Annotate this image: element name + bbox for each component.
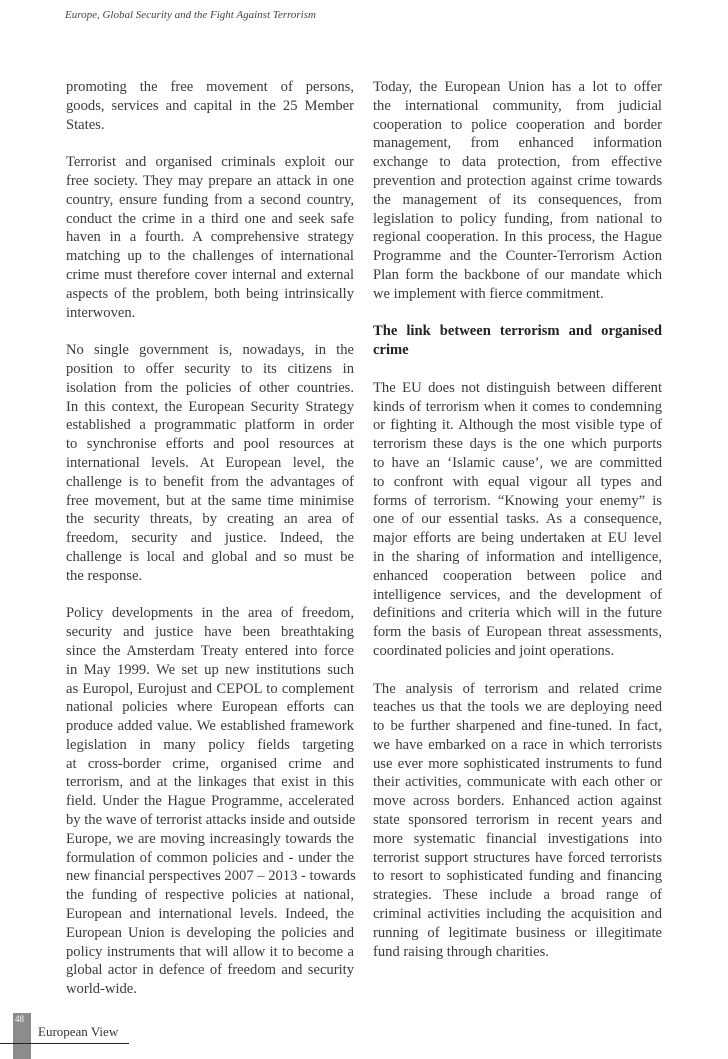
text-line: their activities, communicate with each other or — [373, 774, 662, 791]
text-line: the response. — [66, 567, 143, 584]
text-line: since the Amsterdam Treaty entered into force — [66, 642, 354, 659]
text-line: exchange to data protection, from effective — [373, 154, 662, 171]
text-line: terrorism, and at the linkages that exist in this — [66, 774, 354, 791]
text-line: haven in a fourth. A comprehensive strategy — [66, 229, 354, 246]
text-line: to resort to sophisticated funding and financing — [373, 868, 662, 885]
text-line: Plan form the backbone of our mandate which — [373, 266, 662, 283]
section-heading — [373, 322, 662, 360]
text-line: new financial perspectives 2007 – 2013 - towards — [66, 868, 356, 885]
text-line: to have an ‘Islamic cause’, we are committed — [373, 454, 662, 471]
text-line: teaches us that the tools we are deploying need — [373, 699, 662, 716]
text-line: goods, services and capital in the 25 Member — [66, 97, 354, 114]
paragraph — [66, 78, 354, 134]
text-line: the funding of respective policies at national, — [66, 887, 354, 904]
text-line: Terrorist and organised criminals exploit our — [66, 154, 354, 171]
text-line: forms of terrorism. “Knowing your enemy” is — [373, 492, 662, 509]
text-line: produce added value. We established framework — [66, 718, 354, 735]
text-line: in May 1999. We set up new institutions such — [66, 661, 354, 678]
text-line: or fighting it. Although the most visible type of — [373, 417, 662, 434]
text-line: European Union is developing the policies and — [66, 924, 354, 941]
text-line: state sponsored terrorism in recent years and — [373, 812, 662, 829]
text-line: crime must therefore cover internal and external — [66, 266, 354, 283]
text-line: major efforts are being undertaken at EU level — [373, 530, 662, 547]
text-line: conduct the crime in a third one and seek safe — [66, 210, 354, 227]
paragraph — [66, 341, 354, 585]
text-line: promoting the free movement of persons, — [66, 79, 354, 95]
text-line: cooperation to police cooperation and border — [373, 116, 662, 133]
text-line: freedom, security and justice. Indeed, the — [66, 530, 354, 547]
paragraph — [373, 680, 662, 962]
text-line: as Europol, Eurojust and CEPOL to complement — [66, 680, 354, 697]
text-line: formulation of common policies and - under the — [66, 849, 354, 866]
text-line: matching up to the challenges of international — [66, 248, 354, 265]
paragraph — [66, 153, 354, 322]
text-line: form the basis of European threat assessments, — [373, 624, 662, 641]
paragraph — [373, 78, 662, 304]
text-line: at cross-border crime, organised crime and — [66, 755, 354, 772]
text-line: we have embarked on a race in which terrorists — [373, 736, 662, 753]
text-line: use ever more sophisticated instruments to fund — [373, 755, 662, 772]
text-line: the international community, from judicial — [373, 97, 662, 114]
text-line: enhanced cooperation between police and — [373, 567, 662, 584]
text-line: security and justice have been breathtaking — [66, 624, 354, 641]
text-line: criminal activities including the acquisition and — [373, 906, 662, 923]
text-line: one of our essential tasks. As a consequence, — [373, 511, 662, 528]
text-line: to synchronise efforts and pool resources at — [66, 436, 354, 453]
paragraph — [66, 604, 354, 999]
text-line: isolation from the policies of other countries. — [66, 379, 354, 396]
text-line: interwoven. — [66, 304, 136, 321]
text-line: challenge is to benefit from the advantages of — [66, 473, 354, 490]
running-header: Europe, Global Security and the Fight Against Terrorism — [65, 9, 316, 21]
text-line: aspects of the problem, both being intrinsically — [66, 285, 354, 302]
text-line: Programme and the Counter-Terrorism Action — [373, 248, 662, 265]
text-line: position to offer security to its citizens in — [66, 360, 354, 377]
text-line: the management of its consequences, from — [373, 191, 662, 208]
text-line: country, ensure funding from a second country, — [66, 191, 354, 208]
text-line: Today, the European Union has a lot to offer — [373, 79, 662, 95]
text-line: definitions and criteria which will in the future — [373, 605, 662, 622]
text-line: free society. They may prepare an attack in one — [66, 172, 354, 189]
text-line: In this context, the European Security Strategy — [66, 398, 354, 415]
text-line: legislation in many policy fields targeting — [66, 736, 354, 753]
left-column — [66, 78, 354, 1018]
text-line: international levels. At European level, the — [66, 454, 354, 471]
text-line: kinds of terrorism when it comes to condemning — [373, 398, 662, 415]
text-line: intelligence services, and the development of — [373, 586, 662, 603]
text-line: fund raising through charities. — [373, 943, 549, 960]
text-line: running of legitimate business or illegitimate — [373, 924, 662, 941]
text-line: world-wide. — [66, 981, 137, 998]
text-line: crime — [373, 342, 409, 359]
paragraph — [373, 379, 662, 661]
text-line: prevention and protection against crime towards — [373, 172, 662, 189]
text-line: challenge is local and global and so must be — [66, 548, 354, 565]
text-line: global actor in defence of freedom and security — [66, 962, 354, 979]
text-line: move across borders. Enhanced action against — [373, 793, 662, 810]
text-line: coordinated policies and joint operations. — [373, 642, 615, 659]
text-line: States. — [66, 116, 105, 133]
text-line: field. Under the Hague Programme, accelerated — [66, 793, 354, 810]
text-line: in the sharing of information and intelligence, — [373, 548, 662, 565]
text-line: we implement with fierce commitment. — [373, 285, 604, 302]
text-line: strategies. These include a broad range of — [373, 887, 662, 904]
text-line: Europe, we are moving increasingly towards the — [66, 830, 354, 847]
text-line: Policy developments in the area of freedom, — [66, 605, 354, 622]
text-line: policy instruments that will allow it to become a — [66, 943, 354, 960]
text-line: management, from enhanced information — [373, 135, 662, 152]
text-line: European and international levels. Indeed, the — [66, 906, 354, 923]
text-line: established a programmatic platform in order — [66, 417, 354, 434]
footer-rule — [0, 1043, 129, 1044]
text-line: legislation to policy funding, from national to — [373, 210, 662, 227]
text-line: The analysis of terrorism and related crime — [373, 680, 662, 697]
text-line: more systematic financial investigations into — [373, 830, 662, 847]
text-line: by the wave of terrorist attacks inside and outside — [66, 812, 356, 829]
text-line: national policies where European efforts can — [66, 699, 354, 716]
publication-title: European View — [38, 1024, 119, 1039]
text-line: free movement, but at the same time minimise — [66, 492, 354, 509]
text-line: The EU does not distinguish between different — [373, 379, 662, 396]
text-line: regional cooperation. In this process, the Hague — [373, 229, 662, 246]
text-line: terrorism these days is the one which purports — [373, 436, 662, 453]
text-line: to confront with equal vigour all types and — [373, 473, 662, 490]
page-number: 48 — [15, 1014, 24, 1024]
text-line: The link between terrorism and organised — [373, 323, 662, 340]
text-line: to be further sharpened and fine-tuned. In fact, — [373, 718, 662, 735]
text-line: No single government is, nowadays, in the — [66, 342, 354, 359]
text-line: terrorist support structures have forced terrorists — [373, 849, 662, 866]
right-column — [373, 78, 662, 980]
text-line: the security threats, by creating an area of — [66, 511, 354, 528]
